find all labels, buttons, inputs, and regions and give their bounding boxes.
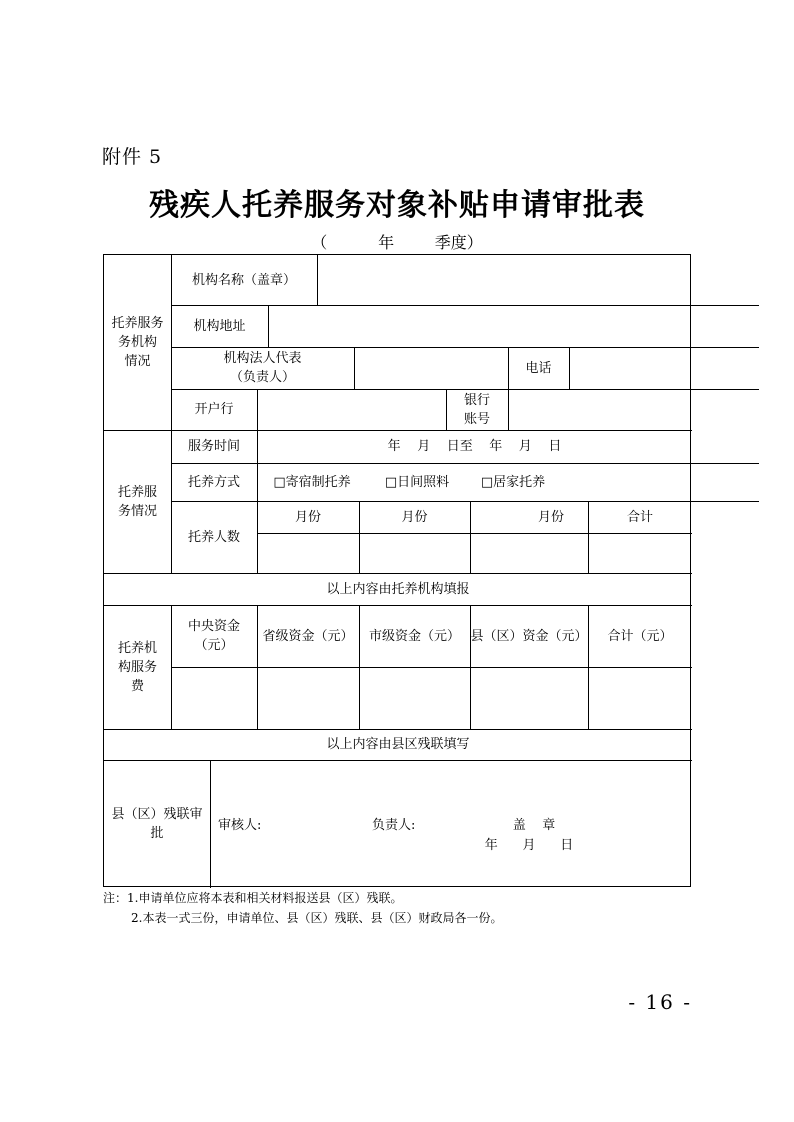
count-field-month-3[interactable] bbox=[470, 533, 588, 573]
fee-header-total: 合计（元） bbox=[607, 628, 673, 644]
count-header-total: 合计 bbox=[626, 509, 653, 525]
fee-field-central[interactable] bbox=[171, 667, 257, 729]
service-time-value[interactable]: 年 月 日至 年 月 日 bbox=[387, 439, 562, 454]
count-field-total[interactable] bbox=[588, 533, 692, 573]
fee-header-provincial: 省级资金（元） bbox=[262, 628, 354, 644]
footnote-2: 2.本表一式三份，申请单位、县（区）残联、县（区）财政局各一份。 bbox=[131, 911, 503, 925]
count-header-month-1: 月份 bbox=[294, 509, 321, 525]
fee-header-city: 市级资金（元） bbox=[368, 628, 460, 644]
service-mode-label: 托养方式 bbox=[187, 474, 240, 490]
legal-rep-label: 机构法人代表 （负责人） bbox=[223, 351, 302, 385]
fee-header-central: 中央资金 （元） bbox=[187, 619, 240, 653]
fees-group-label: 托养机 构服务 费 bbox=[117, 640, 157, 694]
page-number: - 16 - bbox=[628, 990, 692, 1014]
institution-fill-note: 以上内容由托养机构填报 bbox=[326, 581, 470, 597]
bank-label: 开户行 bbox=[194, 402, 234, 417]
footnote-1: 注：1.申请单位应将本表和相关材料报送县（区）残联。 bbox=[103, 891, 403, 905]
fee-field-county[interactable] bbox=[470, 667, 588, 729]
institution-address-label: 机构地址 bbox=[193, 318, 246, 334]
fee-field-provincial[interactable] bbox=[257, 667, 359, 729]
mode-daycare-checkbox[interactable]: □日间照料 bbox=[384, 474, 450, 490]
legal-rep-field[interactable] bbox=[354, 347, 508, 389]
institution-group-label: 托养服务 务机构 情况 bbox=[111, 316, 164, 369]
approval-group-label: 县（区）残联审 批 bbox=[111, 807, 203, 841]
form-title: 残疾人托养服务对象补贴申请审批表 bbox=[149, 188, 645, 223]
service-time-label: 服务时间 bbox=[187, 439, 240, 454]
service-count-label: 托养人数 bbox=[187, 529, 240, 545]
phone-field[interactable] bbox=[569, 347, 692, 389]
institution-name-field[interactable] bbox=[317, 255, 692, 305]
reviewer-label: 审核人: bbox=[218, 817, 262, 833]
fee-field-city[interactable] bbox=[359, 667, 470, 729]
count-field-month-2[interactable] bbox=[359, 533, 470, 573]
bank-field[interactable] bbox=[257, 389, 446, 430]
application-table bbox=[103, 254, 691, 887]
season-line: （ 年 季度） bbox=[311, 233, 483, 252]
approval-date: 年 月 日 bbox=[484, 837, 574, 853]
institution-address-field[interactable] bbox=[268, 305, 692, 347]
institution-name-label: 机构名称（盖章） bbox=[191, 272, 296, 288]
seal-label: 盖 章 bbox=[512, 817, 556, 833]
footnotes bbox=[103, 888, 502, 928]
person-in-charge-label: 负责人: bbox=[372, 817, 416, 833]
county-fill-note: 以上内容由县区残联填写 bbox=[326, 737, 470, 752]
count-header-month-2: 月份 bbox=[401, 509, 428, 525]
phone-label: 电话 bbox=[525, 360, 552, 376]
service-group-label: 托养服 务情况 bbox=[117, 484, 157, 519]
fee-field-total[interactable] bbox=[588, 667, 692, 729]
count-field-month-1[interactable] bbox=[257, 533, 359, 573]
count-header-month-3: 月份 bbox=[537, 509, 564, 525]
attachment-label: 附件 5 bbox=[102, 146, 163, 168]
mode-boarding-checkbox[interactable]: □寄宿制托养 bbox=[273, 474, 351, 490]
mode-homecare-checkbox[interactable]: □居家托养 bbox=[480, 474, 546, 490]
fee-header-county: 县（区）资金（元） bbox=[470, 628, 588, 644]
account-field[interactable] bbox=[508, 389, 692, 430]
account-label: 银行 账号 bbox=[463, 392, 490, 427]
